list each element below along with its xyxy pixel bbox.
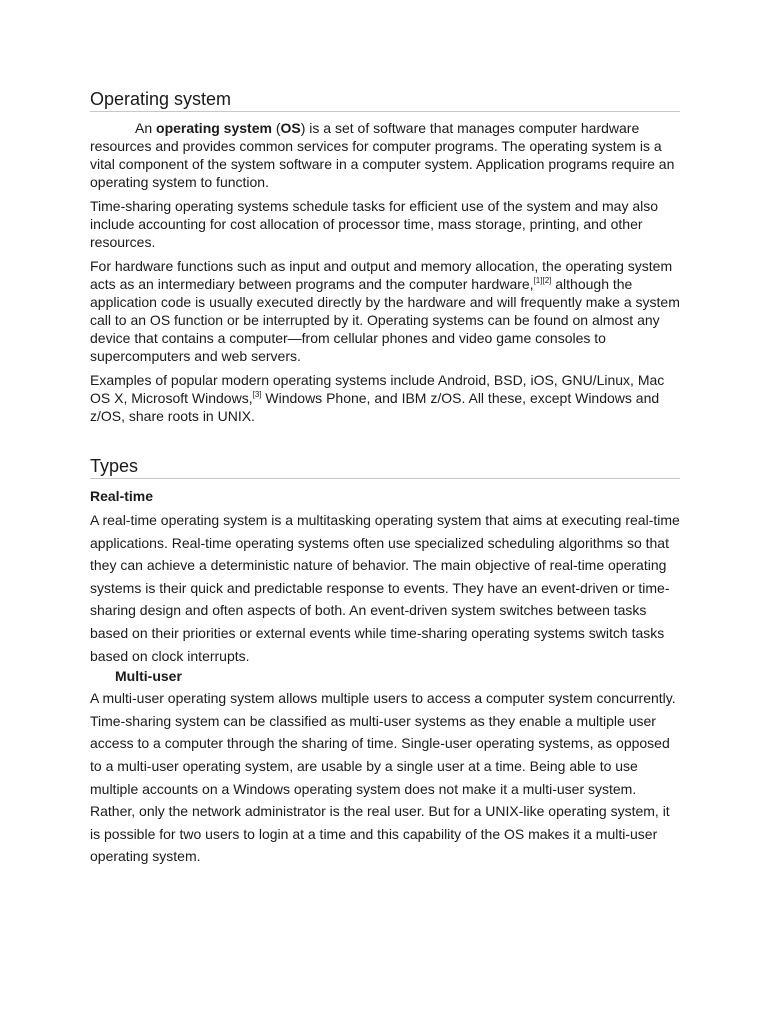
hardware-text-before: For hardware functions such as input and output and memory allocation, the operating system acts as an intermediary between programs and the computer hardware,	[90, 258, 673, 292]
section-types	[90, 455, 680, 868]
citation-3[interactable]: [3]	[252, 390, 262, 399]
intro-lead-text: An	[135, 120, 157, 136]
paragraph-hardware-functions	[90, 257, 680, 365]
paragraph-intro	[90, 119, 680, 191]
section-heading-operating-system: Operating system	[90, 88, 680, 112]
document-page	[90, 88, 680, 868]
paragraph-real-time: A real-time operating system is a multitasking operating system that aims at executing real-time applications. Real-time operating systems often use specialized scheduling algorithms so that they can achieve a deterministic nature of behavior. The main objective of real-time operating systems is their quick and predictable response to events. They have an event-driven or time-sharing design and often aspects of both. An event-driven system switches between tasks based on their priorities or external events while time-sharing operating systems switch tasks based on clock interrupts.	[90, 512, 680, 664]
section-heading-types: Types	[90, 455, 680, 479]
subheading-multi-user: Multi-user	[115, 668, 182, 685]
hardware-text-after: although the application code is usually executed directly by the hardware and will frequently make a system call to an OS function or be interrupted by it. Operating systems can be found on almost any device that contains a computer—from cellular phones and video game consoles to supercomputers and web servers.	[90, 276, 680, 364]
paragraph-time-sharing: Time-sharing operating systems schedule tasks for efficient use of the system and may also include accounting for cost allocation of processor time, mass storage, printing, and other resources.	[90, 198, 659, 250]
examples-text-after: Windows Phone, and IBM z/OS. All these, except Windows and z/OS, share roots in UNIX.	[90, 390, 660, 424]
term-operating-system: operating system	[156, 120, 272, 136]
examples-text-before: Examples of popular modern operating systems include Android, BSD, iOS, GNU/Linux, Mac OS X, Microsoft Windows,	[90, 372, 665, 406]
subheading-real-time: Real-time	[90, 488, 154, 504]
term-os-abbr: OS	[280, 120, 301, 136]
paragraph-examples	[90, 371, 680, 425]
section-operating-system	[90, 88, 680, 425]
intro-rest-text: ) is a set of software that manages computer hardware resources and provides common services for computer programs. The operating system is a vital component of the system software in a computer system. Application programs require an operating system to function.	[90, 120, 675, 190]
citation-1-2[interactable]: [1][2]	[533, 276, 552, 285]
paragraph-multi-user: A multi-user operating system allows multiple users to access a computer system concurrently. Time-sharing system can be classified as multi-user systems as they enable a multiple user access to a computer through the sharing of time. Single-user operating systems, as opposed to a multi-user operating system, are usable by a single user at a time. Being able to use multiple accounts on a Windows operating system does not make it a multi-user system. Rather, only the network administrator is the real user. But for a UNIX-like operating system, it is possible for two users to login at a time and this capability of the OS makes it a multi-user operating system.	[90, 690, 676, 865]
intro-paren-text: (	[271, 120, 281, 136]
